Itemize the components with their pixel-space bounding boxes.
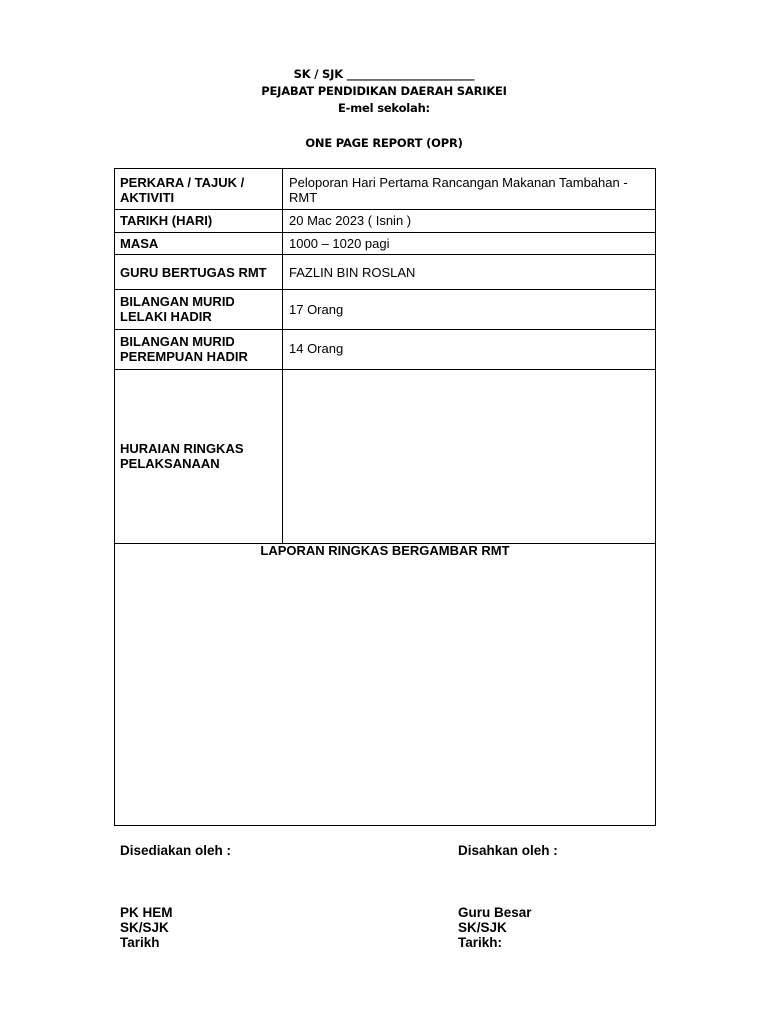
label-teacher: GURU BERTUGAS RMT (120, 265, 267, 280)
value-teacher: FAZLIN BIN ROSLAN (289, 265, 416, 280)
approved-by-heading: Disahkan oleh : (458, 843, 558, 858)
row-divider (114, 232, 656, 233)
approved-by-school: SK/SJK (458, 920, 507, 935)
label-date: TARIKH (HARI) (120, 213, 213, 228)
value-male-students: 17 Orang (289, 302, 344, 317)
prepared-by-heading: Disediakan oleh : (120, 843, 232, 858)
school-email-label: E-mel sekolah: (338, 101, 430, 115)
value-female-students: 14 Orang (289, 341, 344, 356)
school-name-line: SK / SJK _______________________ (293, 67, 475, 81)
report-title: ONE PAGE REPORT (OPR) (305, 136, 463, 150)
label-summary: HURAIAN RINGKAS PELAKSANAAN (120, 441, 244, 471)
prepared-by-role: PK HEM (120, 905, 173, 920)
approved-by-role: Guru Besar (458, 905, 532, 920)
photo-report-title: LAPORAN RINGKAS BERGAMBAR RMT (260, 543, 510, 558)
prepared-by-date: Tarikh (120, 935, 160, 950)
value-activity-title: Peloporan Hari Pertama Rancangan Makanan Tambahan - RMT (289, 175, 628, 205)
value-time: 1000 – 1020 pagi (289, 236, 390, 251)
row-divider (114, 329, 656, 330)
column-divider (282, 168, 283, 544)
row-divider (114, 289, 656, 290)
district-office-title: PEJABAT PENDIDIKAN DAERAH SARIKEI (261, 84, 507, 98)
label-activity-title: PERKARA / TAJUK / AKTIVITI (120, 175, 245, 205)
value-date: 20 Mac 2023 ( Isnin ) (289, 213, 412, 228)
row-divider (114, 254, 656, 255)
row-divider (114, 209, 656, 210)
label-female-students: BILANGAN MURID PEREMPUAN HADIR (120, 334, 248, 364)
approved-by-date: Tarikh: (458, 935, 503, 950)
row-divider (114, 369, 656, 370)
label-male-students: BILANGAN MURID LELAKI HADIR (120, 294, 235, 324)
label-time: MASA (120, 236, 159, 251)
photo-area (115, 560, 655, 825)
prepared-by-school: SK/SJK (120, 920, 169, 935)
